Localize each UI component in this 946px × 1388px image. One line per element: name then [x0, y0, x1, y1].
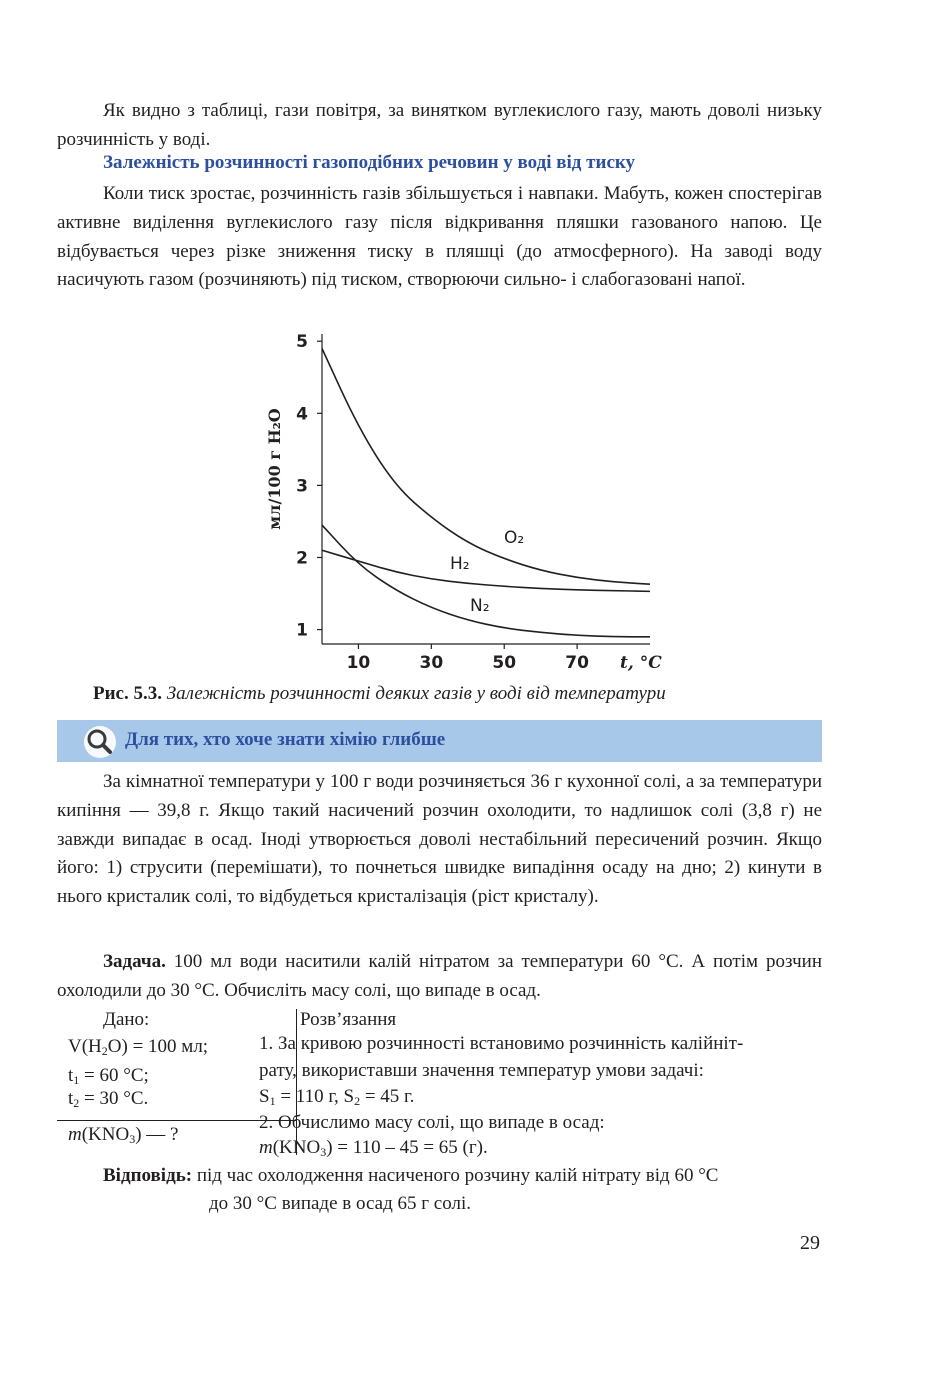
- paragraph-salt: За кімнатної температури у 100 г води розчиняється 36 г кухонної солі, а за температури кипіння — 39,8 г. Якщо такий насичений розчин охолодити, то надлишок солі (3,8 г) не завжди випадає в осад. Іноді утворюється доволі нестабільний пересичений розчин. Якщо його: 1) струсити (перемішати), то почнеться швидке випадіння осаду на дно; 2) кинути в нього кристалик солі, то відбудеться кристалізація (ріст кристалу).: [57, 771, 822, 908]
- x-axis-label: t, °C: [620, 653, 662, 672]
- y-tick-label: 1: [296, 620, 308, 641]
- answer-label: Відповідь:: [103, 1165, 193, 1186]
- solubility-chart: [252, 326, 662, 672]
- y-tick-label: 2: [296, 548, 308, 569]
- deeper-knowledge-banner: [57, 720, 822, 762]
- y-tick-label: 5: [296, 332, 308, 353]
- x-tick-label: 50: [492, 653, 517, 672]
- answer-line-1: Відповідь: під час охолодження насиченого розчину калій нітрату від 60 °С: [103, 1165, 719, 1186]
- solution-line-3: $S_1 = 110$ г, $S_2 = 45$ г.: [259, 1086, 415, 1108]
- task-label: Задача.: [103, 951, 166, 972]
- series-line-0: [322, 348, 650, 584]
- x-tick-label: 70: [565, 653, 589, 672]
- solution-line-4: 2. Обчислимо масу солі, що випаде в осад:: [259, 1112, 605, 1133]
- y-tick-label: 4: [296, 404, 308, 425]
- paragraph-gases-solubility: Як видно з таблиці, гази повітря, за винятком вуглекислого газу, мають доволі низьку розчинність у воді.: [57, 100, 822, 150]
- chart-series: [322, 348, 650, 636]
- series-line-1: [322, 550, 650, 591]
- given-t1: $t_1 = 60$ °С;: [68, 1065, 149, 1087]
- page-number: 29: [800, 1232, 820, 1254]
- y-axis-label: мл/100 г H₂O: [265, 408, 284, 530]
- section-heading-pressure: Залежність розчинності газоподібних речовин у воді від тиску: [103, 152, 636, 173]
- answer-line-2: до 30 °С випаде в осад 65 г солі.: [209, 1193, 471, 1214]
- x-tick-label: 10: [346, 653, 371, 672]
- given-volume: $V(H_2O) = 100$ мл;: [68, 1036, 209, 1058]
- magnifier-icon: [83, 725, 117, 759]
- series-label-2: N₂: [470, 596, 490, 616]
- given-t2: $t_2 = 30$ °С.: [68, 1088, 149, 1110]
- x-tick-label: 30: [419, 653, 444, 672]
- banner-title: Для тих, хто хоче знати хімію глибше: [125, 729, 446, 750]
- series-label-1: H₂: [450, 554, 470, 574]
- figure-caption: [93, 683, 666, 705]
- solution-line-5: $m(KNO_3) = 110 - 45 = 65$ (г).: [259, 1137, 488, 1159]
- y-tick-label: 3: [296, 476, 308, 497]
- given-header: Дано:: [103, 1009, 150, 1030]
- paragraph-pressure: Коли тиск зростає, розчинність газів збільшується і навпаки. Мабуть, кожен спостерігав активне виділення вуглекислого газу після відкривання пляшки газованого напою. Це відбувається через різке зниження тиску в пляшці (до атмосферного). На заводі воду насичують газом (розчиняють) під тиском, створюючи сильно- і слабогазовані напої.: [57, 183, 822, 291]
- task-statement: [57, 948, 822, 1006]
- solution-table: [57, 1006, 822, 1159]
- caption-text: Залежність розчинності деяких газів у воді від температури: [166, 683, 666, 704]
- solution-line-1: 1. За кривою розчинності встановимо розчинність калійніт-: [259, 1033, 744, 1054]
- caption-label: Рис. 5.3.: [93, 683, 162, 704]
- series-label-0: O₂: [504, 528, 525, 548]
- task-text: 100 мл води наситили калій нітратом за температури 60 °С. А потім розчин охолодили до 30 °С. Обчисліть масу солі, що випаде в осад.: [57, 951, 822, 1001]
- solution-header: Розв’язання: [300, 1009, 397, 1030]
- solution-line-2: рату, використавши значення температур умови задачі:: [259, 1060, 704, 1081]
- find-mass: $m(KNO_3)$ — ?: [68, 1124, 179, 1146]
